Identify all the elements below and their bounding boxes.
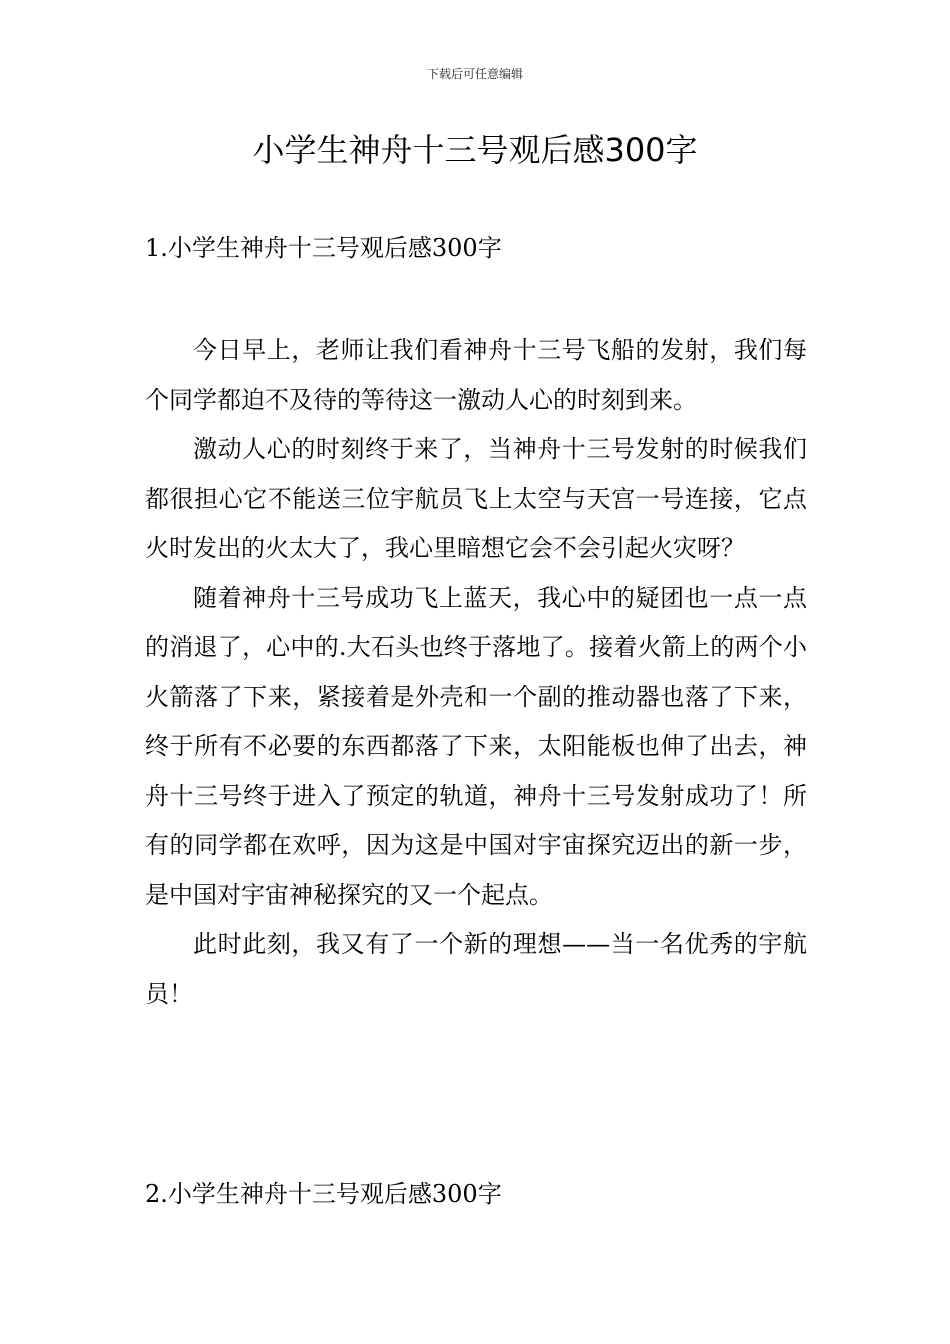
paragraph-3: 随着神舟十三号成功飞上蓝天，我心中的疑团也一点一点的消退了，心中的.大石头也终于落地了。接着火箭上的两个小火箭落了下来，紧接着是外壳和一个副的推动器也落了下来，终于所有不必要的东西都落了下来，太阳能板也伸了出去，神舟十三号终于进入了预定的轨道，神舟十三号发射成功了！所有的同学都在欢呼，因为这是中国对宇宙探究迈出的新一步，是中国对宇宙神秘探究的又一个起点。 [145,583,807,909]
paragraph-4: 此时此刻，我又有了一个新的理想——当一名优秀的宇航员！ [145,930,807,1008]
section-heading-2: 2.小学生神舟十三号观后感300字 [145,1180,502,1208]
page-header-note: 下载后可任意编辑 [426,67,523,81]
paragraph-1: 今日早上，老师让我们看神舟十三号飞船的发射，我们每个同学都迫不及待的等待这一激动人心的时刻到来。 [145,336,807,414]
document-title: 小学生神舟十三号观后感300字 [252,131,698,169]
section-1-body [145,326,807,1019]
paragraph-2: 激动人心的时刻终于来了，当神舟十三号发射的时候我们都很担心它不能送三位宇航员飞上太空与天宫一号连接，它点火时发出的火太大了，我心里暗想它会不会引起火灾呀？ [145,435,807,562]
section-heading-1: 1.小学生神舟十三号观后感300字 [145,234,502,262]
